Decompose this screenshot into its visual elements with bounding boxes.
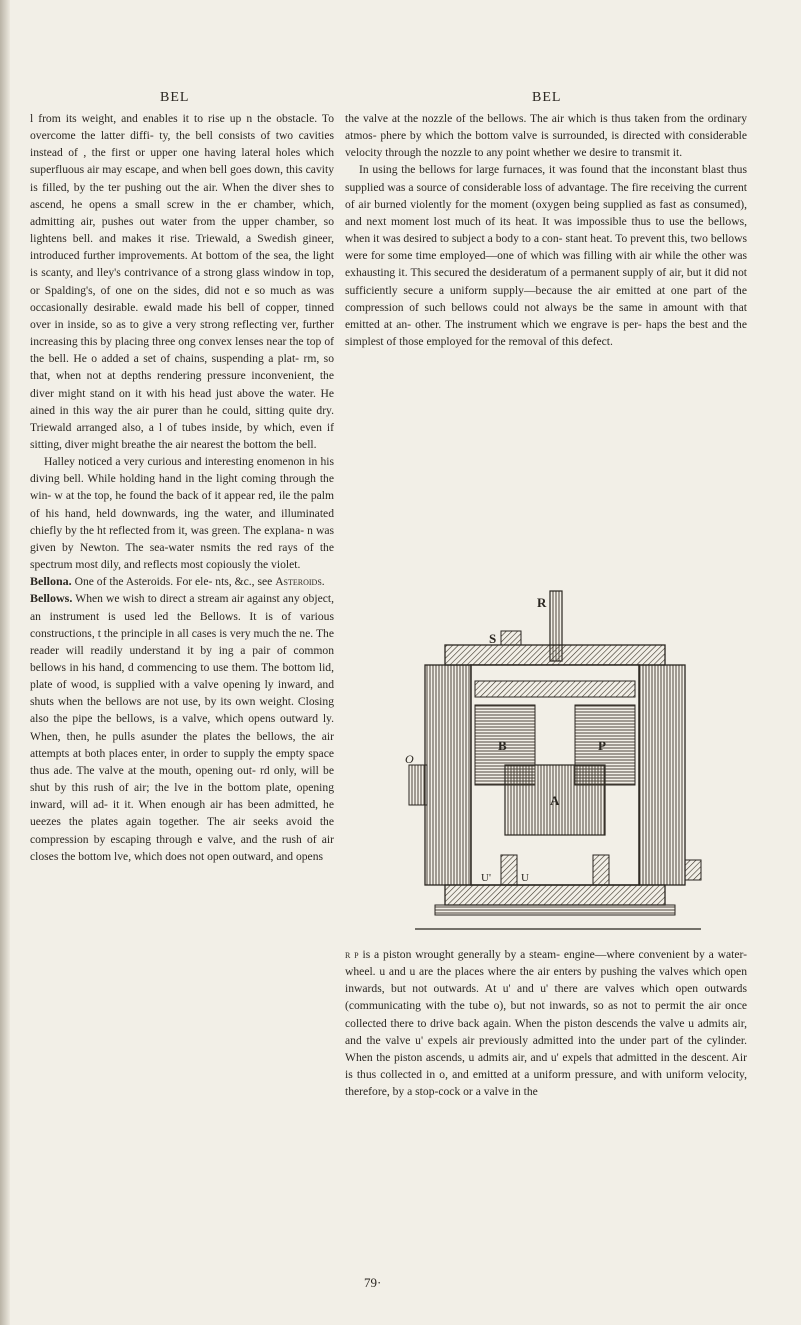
label-b: B <box>498 738 507 753</box>
halley-paragraph: Halley noticed a very curious and interesting enomenon in his diving bell. While holding hand in the light coming through the win- w at the top, he found the back of it appear red, ile the palm of his hand, held downwards, ing the water, and illuminated chiefly by the ht reflected from it, was green. The explana- n was given by Newton. The sea-water nsmits the red rays of the spectrum most dily, and reflects most copiously the violet. <box>30 455 334 572</box>
entry-bellona <box>30 573 334 590</box>
label-a: A <box>550 793 560 808</box>
label-s: S <box>489 631 497 646</box>
running-header-left: BEL <box>160 90 190 105</box>
bellona-cross-reference: Asteroids. <box>275 575 325 589</box>
caption-text: is a piston wrought generally by a steam- engine—where convenient by a water-wheel. u and u are the places where the air enters by pushing the valves which open inwards, but not outwards. At u' and u' there are valves which open outwards (communicating with the tube o), but not inwards, so as not to permit the air once collected there to drive back again. When the piston descends the valve u admits air, and the valve u' expels air previously admitted into the under part of the cylinder. When the piston ascends, u admits air, and u' expels that admitted in the descent. Air is thus collected in o, and emitted at a uniform pressure, and with uniform velocity, therefore, by a stop-cock or a valve in the <box>345 948 747 1099</box>
headword-bellows: Bellows. <box>30 591 73 606</box>
entry-bellows <box>30 590 334 865</box>
left-column <box>30 110 334 865</box>
figure-caption <box>345 946 747 1100</box>
label-p: P <box>598 738 606 753</box>
right-column <box>345 110 747 350</box>
caption-paragraph <box>345 946 747 1100</box>
bellows-engraving <box>405 585 705 941</box>
label-o: O <box>405 752 414 766</box>
running-header-right: BEL <box>532 90 562 105</box>
headword-bellona: Bellona. <box>30 574 72 589</box>
furnace-bellows-paragraph: In using the bellows for large furnaces, it was found that the inconstant blast thus supplied was a source of considerable loss of advantage. The fire receiving the current of air burned violently for the moment (oxygen being supplied as fast as consumed), and next moment lost much of its heat. It was impossible thus to use the bellows, when it was desired to subject a body to a con- stant heat. To prevent this, two bellows were for some time employed—one of which was filling with air while the other was exhausting it. This secured the desideratum of a permanent supply of air, but it did not sufficiently secure a uniform supply—because the air emitted at one part of the compression of such bellows could not always be the same in amount with that emitted at an- other. The instrument which we engrave is per- haps the best and the simplest of those employed for the removal of this defect. <box>345 163 747 349</box>
page-number: 79· <box>364 1275 382 1290</box>
bellona-text: One of the Asteroids. For ele- nts, &c., see <box>74 575 273 589</box>
bellows-text: When we wish to direct a stream air against any object, an instrument is used led the Bellows. It is of various constructions, t the principle in all cases is very much the ne. The reader will readily understand it by ing a pair of common bellows in his hand, d commencing to use them. The bottom lid, plate of wood, is supplied with a valve opening ly inward, and shuts when the bellows are not use, by its own weight. Closing also the pipe the bellows, is a valve, which opens outward ly. When, then, he pulls asunder the plates the bellows, the air attempts at both places enter, in order to supply the empty space thus ade. The valve at the mouth, opening out- rd only, will be shut by this rush of air; the lve in the bottom plate, opening inward, will ad- it it. When enough air has been admitted, he ueezes the plates again together. The air seeks avoid the compression by escaping through e valve, and the rush of air closes the bottom lve, which does not open outward, and opens <box>30 592 334 863</box>
bellows-engraving-figure <box>405 585 705 941</box>
label-r: R <box>537 595 547 610</box>
diving-bell-paragraph: l from its weight, and enables it to rise up n the obstacle. To overcome the latter diffi- ty, the bell consists of two cavities instead of , the first or upper one having lateral holes which superfluous air may escape, and when bell goes down, this cavity is filled, by the ter pushing out the air. When the diver shes to ascend, he opens a small screw in the er chamber, which, admitting air, pushes out water from the upper chamber, so lightens bell. and makes it rise. Triewald, a Swedish gineer, introduced further improvements. At bottom of the sea, the light is scanty, and lley's contrivance of a strong glass window in top, or Spalding's, of one on the sides, did not e so much as was occasionally desirable. ewald made his bell of copper, tinned over in inside, so as to give a very strong reflecting ver, further increasing this by placing three ong convex lenses near the top of the bell. He o added a set of chains, suspending a plat- rm, so that, when not at depths rendering pressure inconvenient, the diver might stand on it with his head just above the water. He ained in this way the air purer than he could, sitting quite dry. Triewald arranged also, a l of tubes inside, by which, even if sitting, diver might breathe the air nearest the bottom the bell. <box>30 112 334 451</box>
label-u-prime: U' <box>481 872 491 884</box>
page-binding-shadow <box>0 0 10 1325</box>
caption-lead: r p <box>345 948 359 961</box>
label-u: U <box>521 872 529 884</box>
bellows-continuation-paragraph: the valve at the nozzle of the bellows. The air which is thus taken from the ordinary atmos- phere by which the bottom valve is surrounded, is directed with considerable velocity through the nozzle to any point whether we desire to transmit it. <box>345 112 747 160</box>
